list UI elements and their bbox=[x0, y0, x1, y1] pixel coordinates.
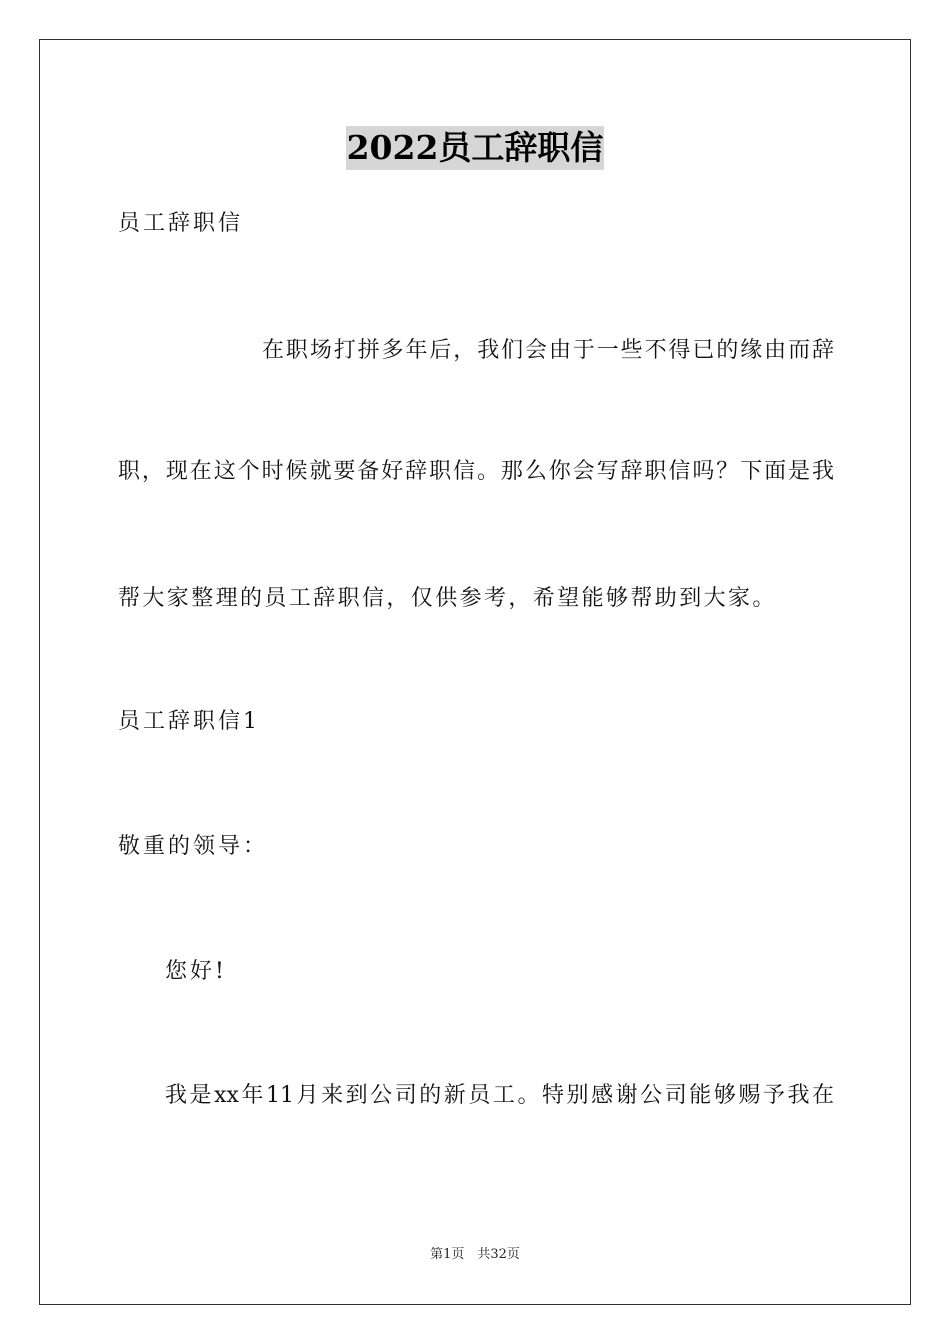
paragraph-line: 帮大家整理的员工辞职信，仅供参考，希望能够帮助到大家。 bbox=[118, 586, 777, 611]
document-title: 2022员工辞职信 bbox=[346, 126, 605, 170]
greeting: 您好! bbox=[165, 959, 227, 984]
paragraph-line: 我是xx年11月来到公司的新员工。特别感谢公司能够赐予我在 bbox=[165, 1083, 834, 1108]
salutation: 敬重的领导： bbox=[118, 834, 269, 859]
section-heading: 员工辞职信1 bbox=[118, 709, 260, 734]
title-container bbox=[0, 126, 950, 170]
paragraph-line: 在职场打拼多年后，我们会由于一些不得已的缘由而辞 bbox=[262, 338, 834, 363]
page-number: 第1页 共32页 bbox=[430, 1247, 520, 1262]
paragraph-heading: 员工辞职信 bbox=[118, 211, 244, 236]
paragraph-line: 职，现在这个时候就要备好辞职信。那么你会写辞职信吗？下面是我 bbox=[118, 459, 834, 484]
